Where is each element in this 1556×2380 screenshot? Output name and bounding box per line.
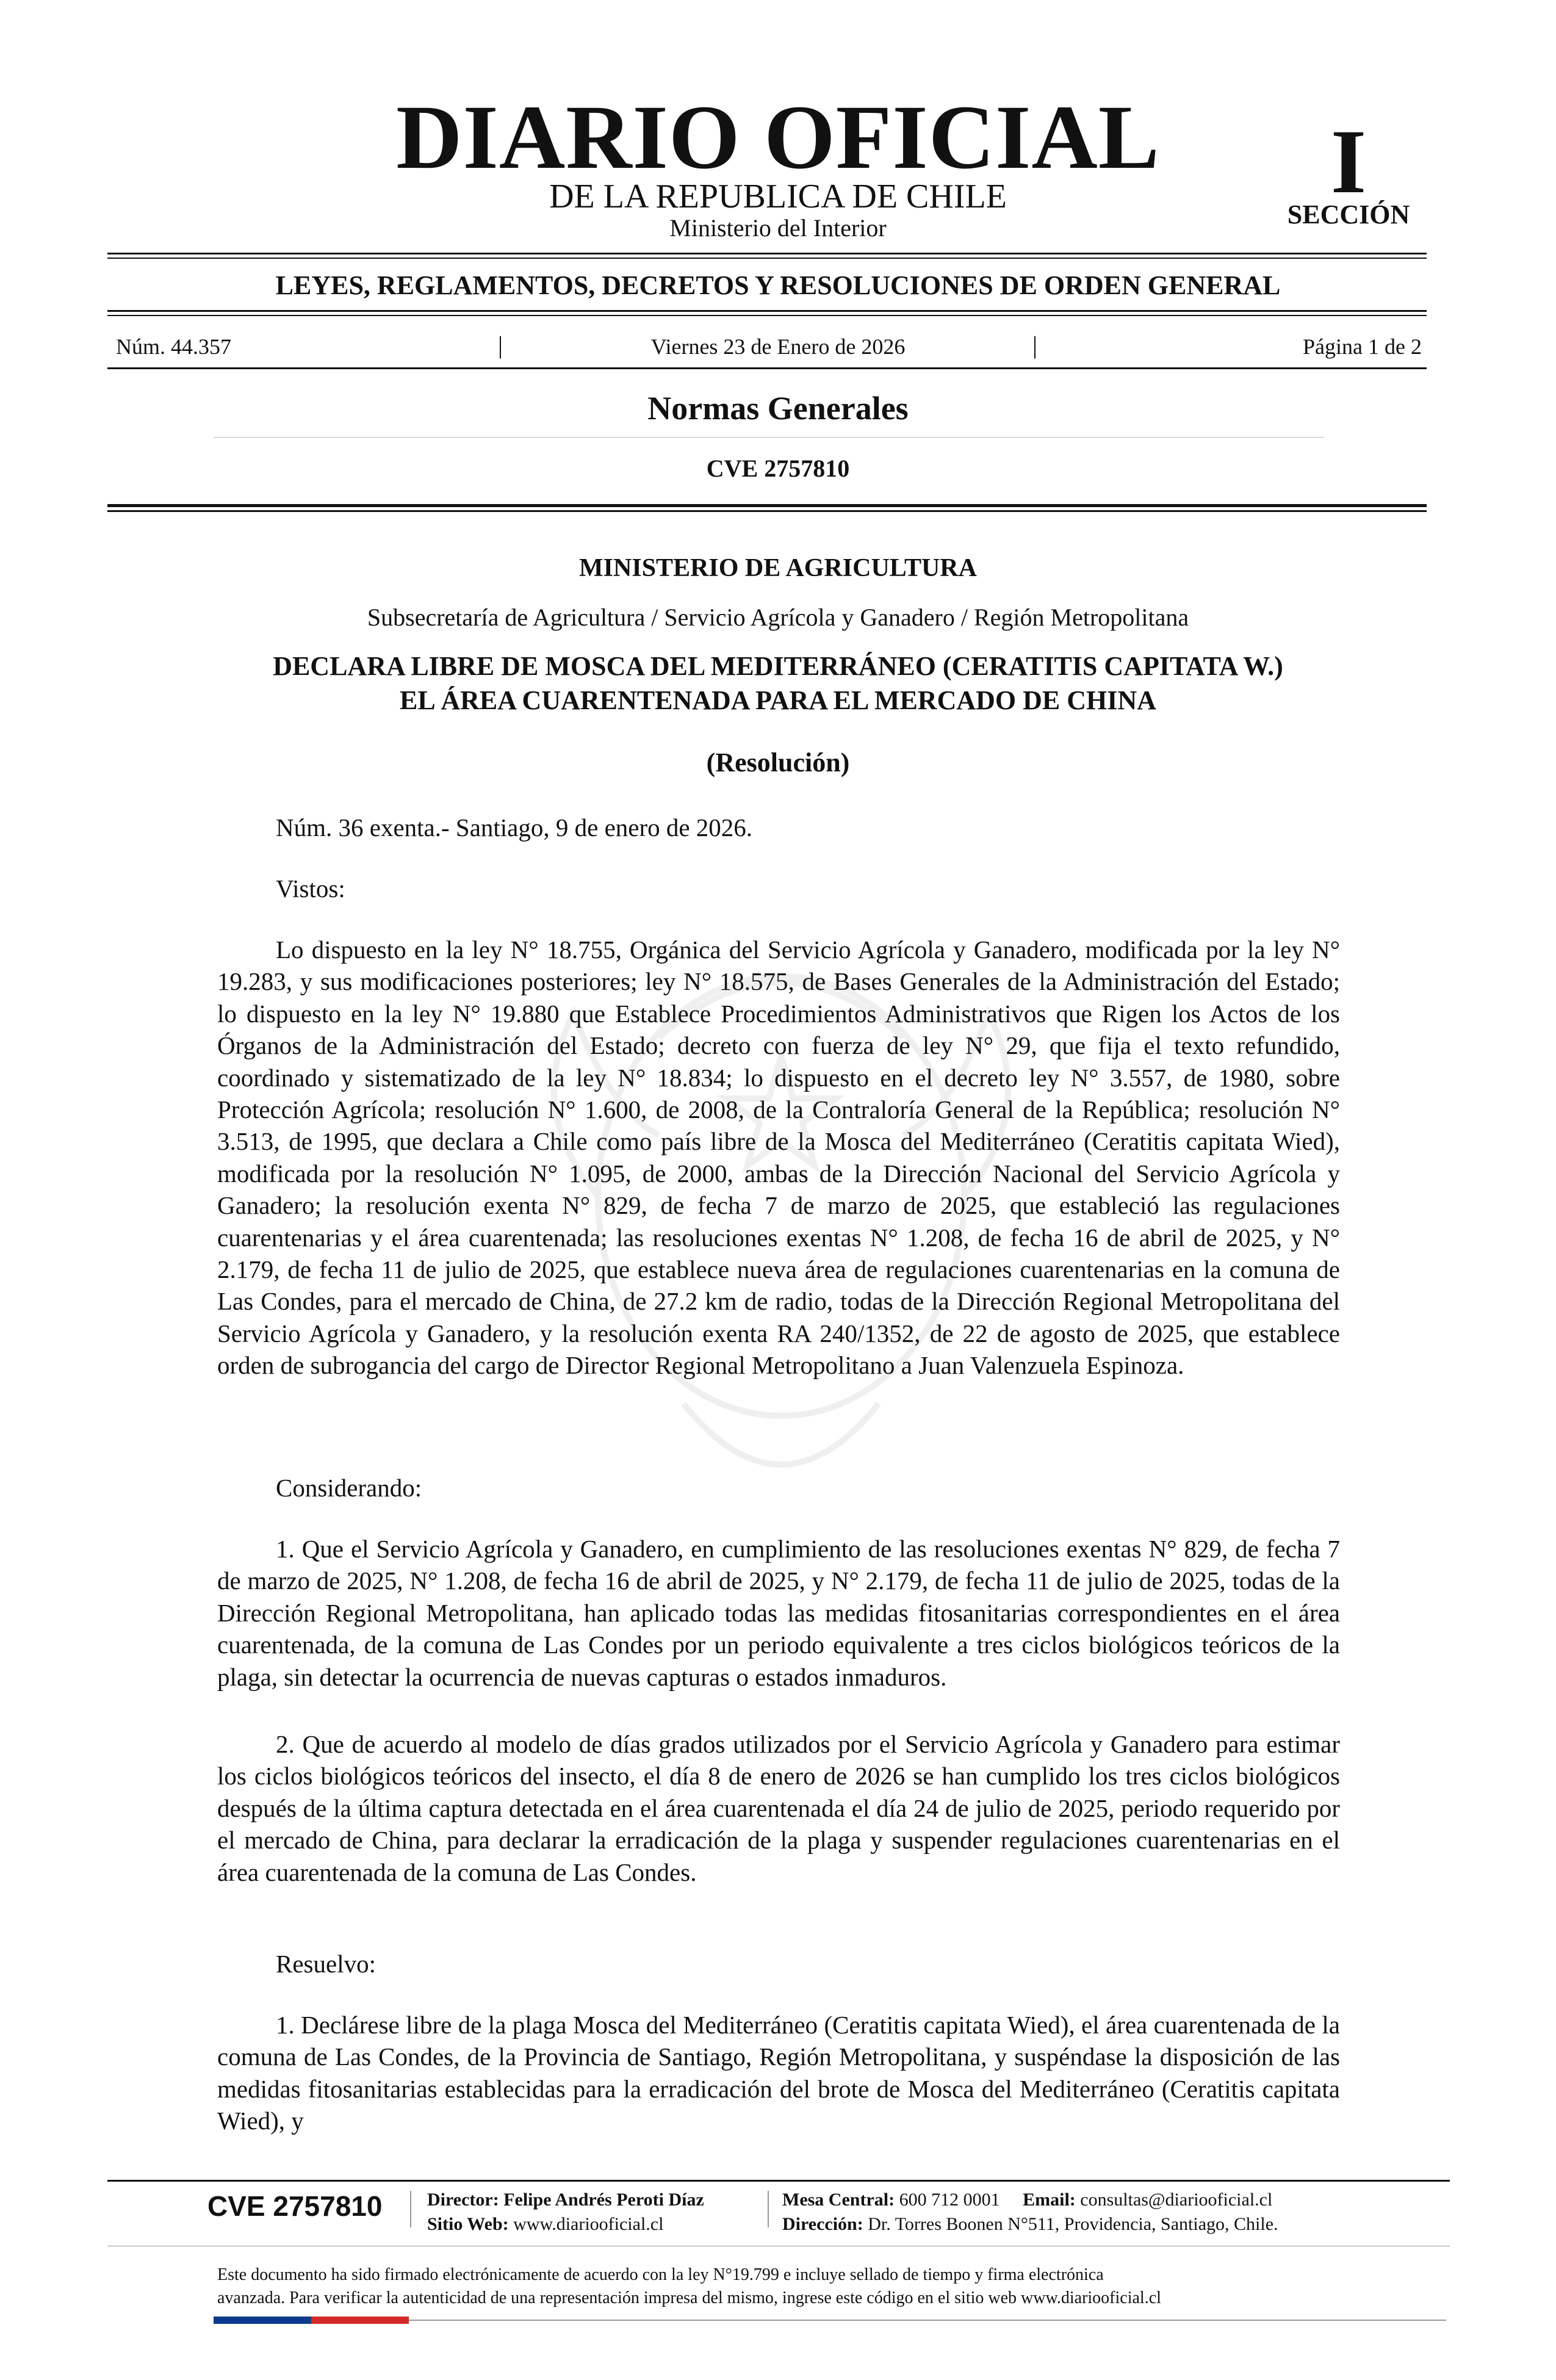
document-rule-top-2 bbox=[107, 510, 1427, 512]
document-title-line-1: DECLARA LIBRE DE MOSCA DEL MEDITERRÁNEO (CERATITIS CAPITATA W.) bbox=[273, 651, 1283, 681]
resolution-number: Núm. 36 exenta.- Santiago, 9 de enero de 2026. bbox=[276, 813, 753, 842]
document-title-line-2: EL ÁREA CUARENTENADA PARA EL MERCADO DE CHINA bbox=[400, 685, 1156, 715]
issue-number: Núm. 44.357 bbox=[116, 334, 231, 359]
footer-rule-top bbox=[107, 2180, 1450, 2182]
vistos-paragraph: Lo dispuesto en la ley N° 18.755, Orgánica del Servicio Agrícola y Ganadero, modificada por la ley N° 19.283, y sus modificaciones posteriores; ley N° 18.575, de Bases Generales de la Administración del Estado; lo dispuesto en la ley N° 19.880 que Establece Procedimientos Administrativos que Rigen los Actos de los Órganos de la Administración del Estado; decreto con fuerza de ley N° 29, que fija el texto refundido, coordinado y sistematizado de la ley N° 18.834; lo dispuesto en el decreto ley N° 3.557, de 1980, sobre Protección Agrícola; resolución N° 1.600, de 2008, de la Contraloría General de la República; resolución N° 3.513, de 1995, que declara a Chile como país libre de la Mosca del Mediterráneo (Ceratitis capitata Wied), modificada por la resolución N° 1.095, de 2000, ambas de la Dirección Nacional del Servicio Agrícola y Ganadero; la resolución exenta N° 829, de fecha 7 de marzo de 2025, que estableció las regulaciones cuarentenarias y el área cuarentenada; las resoluciones exentas N° 1.208, de fecha 16 de abril de 2025, y N° 2.179, de fecha 11 de julio de 2025, que establece nueva área de regulaciones cuarentenarias en la comuna de Las Condes, para el mercado de China, de 27.2 km de radio, todas de la Dirección Regional Metropolitana del Servicio Agrícola y Ganadero, y la resolución exenta RA 240/1352, de 22 de agosto de 2025, que establece orden de subrogancia del cargo de Director Regional Metropolitano a Juan Valenzuela Espinoza. bbox=[217, 936, 1340, 1380]
section-numeral: I bbox=[1330, 111, 1367, 212]
section-title: Normas Generales bbox=[647, 390, 909, 427]
document-rule-top bbox=[107, 504, 1427, 507]
publication-date: Viernes 23 de Enero de 2026 bbox=[650, 334, 906, 359]
director-label: Director: bbox=[427, 2190, 499, 2210]
website-line bbox=[427, 2215, 663, 2234]
resuelvo-paragraph-1: 1. Declárese libre de la plaga Mosca del Mediterráneo (Ceratitis capitata Wied), el área cuarentenada de la comuna de Las Condes, de la Provincia de Santiago, Región Metropolitana, y suspéndase la disposición de las medidas fitosanitarias establecidas para la erradicación del brote de Mosca del Mediterráneo (Ceratitis capitata Wied), y bbox=[217, 2011, 1340, 2135]
email-link[interactable]: consultas@diariooficial.cl bbox=[1080, 2190, 1273, 2210]
legal-notice-line-2: avanzada. Para verificar la autenticidad de una representación impresa del mismo, ingrese este código en el sitio web www.diariooficial.cl bbox=[217, 2288, 1161, 2307]
info-separator: | bbox=[1032, 331, 1038, 359]
page-indicator: Página 1 de 2 bbox=[1303, 334, 1422, 359]
header-band: LEYES, REGLAMENTOS, DECRETOS Y RESOLUCIONES DE ORDEN GENERAL bbox=[275, 270, 1281, 300]
address-label: Dirección: bbox=[782, 2214, 863, 2234]
email-label: Email: bbox=[1023, 2190, 1076, 2210]
flag-stripe-red bbox=[311, 2317, 409, 2324]
section-title-rule bbox=[214, 437, 1324, 438]
header-rule-bottom bbox=[107, 310, 1427, 312]
legal-notice-line-1: Este documento ha sido firmado electrónicamente de acuerdo con la ley N°19.799 e incluye sellado de tiempo y firma electrónica bbox=[217, 2265, 1104, 2284]
director-line bbox=[427, 2191, 704, 2209]
phone-value: 600 712 0001 bbox=[899, 2190, 1000, 2210]
info-separator: | bbox=[498, 331, 503, 359]
header-rule-top bbox=[107, 253, 1427, 254]
website-link[interactable]: www.diariooficial.cl bbox=[513, 2214, 664, 2234]
flag-stripe-blue bbox=[214, 2317, 311, 2324]
subsecretaria: Subsecretaría de Agricultura / Servicio Agrícola y Ganadero / Región Metropolitana bbox=[367, 604, 1189, 631]
footer-divider-2 bbox=[768, 2191, 769, 2227]
director-name: Felipe Andrés Peroti Díaz bbox=[503, 2190, 704, 2210]
resuelvo-heading: Resuelvo: bbox=[276, 1950, 376, 1978]
considerando-paragraph-2: 2. Que de acuerdo al modelo de días grados utilizados por el Servicio Agrícola y Ganadero para estimar los ciclos biológicos teóricos del insecto, el día 8 de enero de 2026 se han cumplido los tres ciclos biológicos después de la última captura detectada en el área cuarentenada el día 24 de julio de 2025, periodo requerido por el mercado de China, para declarar la erradicación de la plaga y suspender regulaciones cuarentenarias en el área cuarentenada de la comuna de Las Condes. bbox=[217, 1730, 1340, 1886]
ministry-heading: MINISTERIO DE AGRICULTURA bbox=[579, 554, 977, 582]
address-value: Dr. Torres Boonen N°511, Providencia, Santiago, Chile. bbox=[868, 2214, 1278, 2234]
website-label: Sitio Web: bbox=[427, 2214, 509, 2234]
header-rule-top-2 bbox=[107, 258, 1427, 259]
header-rule-bottom-2 bbox=[107, 315, 1427, 316]
considerando-heading: Considerando: bbox=[276, 1474, 422, 1502]
newspaper-ministry: Ministerio del Interior bbox=[669, 214, 887, 242]
address-line bbox=[782, 2215, 1278, 2234]
phone-label: Mesa Central: bbox=[782, 2190, 895, 2210]
newspaper-subtitle: DE LA REPUBLICA DE CHILE bbox=[549, 178, 1007, 215]
considerando-paragraph-1: 1. Que el Servicio Agrícola y Ganadero, en cumplimiento de las resoluciones exentas N° 829, de fecha 7 de marzo de 2025, N° 1.208, de fecha 16 de abril de 2025, y N° 2.179, de fecha 11 de julio de 2025, todas de la Dirección Regional Metropolitana, han aplicado todas las medidas fitosanitarias correspondientes en el área cuarentenada, de la comuna de Las Condes por un periodo equivalente a tres ciclos biológicos teóricos de la plaga, sin detectar la ocurrencia de nuevas capturas o estados inmaduros. bbox=[217, 1535, 1340, 1691]
vistos-heading: Vistos: bbox=[276, 874, 345, 903]
section-label: SECCIÓN bbox=[1287, 200, 1410, 229]
footer-rule-bottom bbox=[409, 2320, 1446, 2321]
info-rule bbox=[107, 367, 1427, 369]
cve-code: CVE 2757810 bbox=[706, 455, 850, 482]
contact-line bbox=[782, 2191, 1272, 2209]
footer-cve-code: CVE 2757810 bbox=[207, 2190, 383, 2222]
footer-divider bbox=[410, 2191, 411, 2227]
document-type: (Resolución) bbox=[706, 748, 850, 777]
newspaper-title: DIARIO OFICIAL bbox=[396, 87, 1160, 188]
